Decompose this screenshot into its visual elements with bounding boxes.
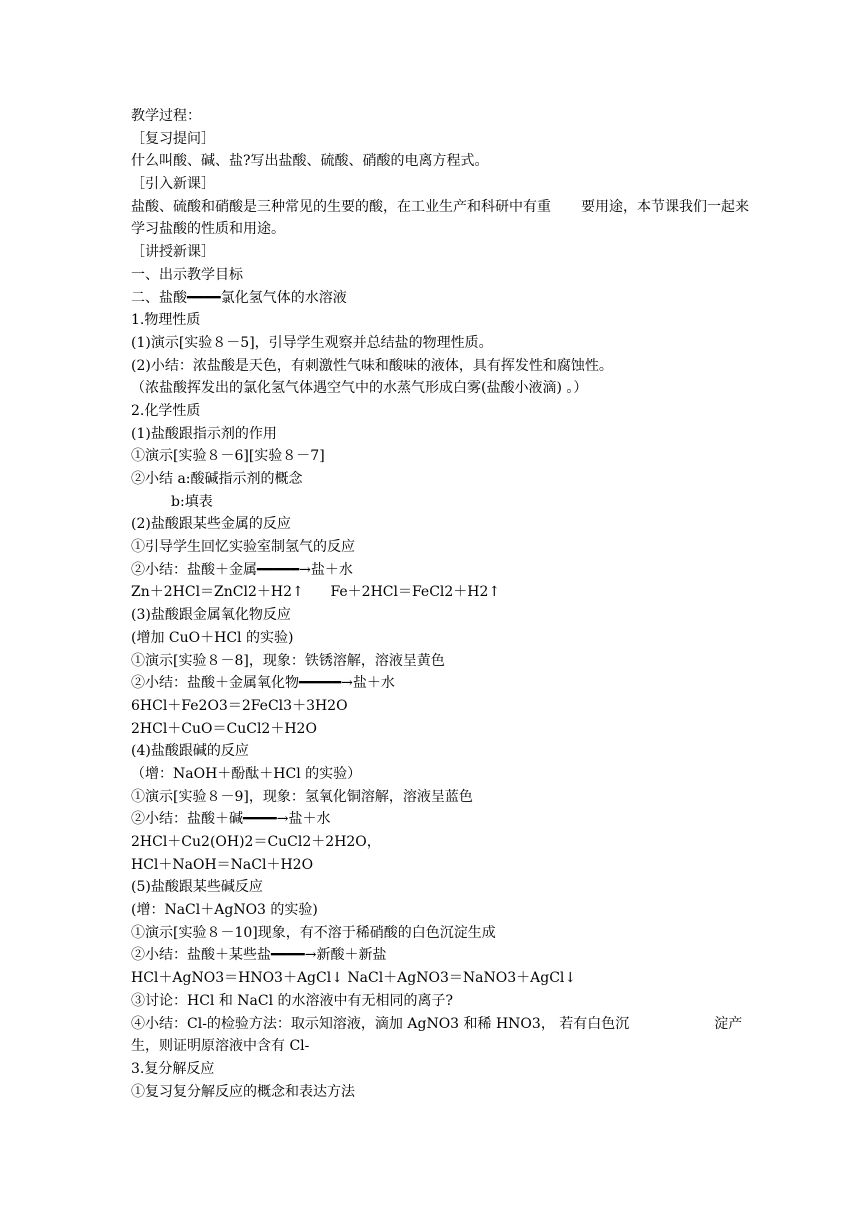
text-line: ①演示[实验８－6][实验８－7] [131,448,325,465]
text-line: ［复习提问］ [131,130,215,147]
text-line: b:填表 [131,493,213,510]
text-line: ①演示[实验８－9]，现象：氢氧化铜溶解，溶液呈蓝色 [131,788,473,805]
text-line: 2HCl＋CuO＝CuCl2＋H2O [131,720,317,737]
text-line: ②小结 a:酸碱指示剂的概念 [131,471,303,488]
text-line: 1.物理性质 [131,312,201,329]
text-line: 2HCl＋Cu2(OH)2＝CuCl2＋2H2O， [131,834,381,851]
text-line: （浓盐酸挥发出的氯化氢气体遇空气中的水蒸气形成白雾(盐酸小液滴) 。） [131,380,588,397]
text-line: (2)盐酸跟某些金属的反应 [131,516,291,533]
text-line: (5)盐酸跟某些碱反应 [131,879,263,896]
text-line: (增加 CuO＋HCl 的实验) [131,629,294,646]
text-line: ②小结：盐酸＋碱━━━━→盐＋水 [131,811,331,828]
text-line: ②小结：盐酸＋某些盐━━━━→新酸＋新盐 [131,947,387,964]
lesson-content [131,105,751,1103]
text-line: Zn＋2HCl＝ZnCl2＋H2↑ Fe＋2HCl＝FeCl2＋H2↑ [131,584,501,601]
text-line: （增：NaOH＋酚酞＋HCl 的实验） [131,765,362,782]
text-line: (3)盐酸跟金属氧化物反应 [131,607,291,624]
intro-paragraph-part1: 盐酸、硫酸和硝酸是三种常见的生要的酸，在工业生产和科研中有重 [131,198,551,215]
text-line: ①演示[实验８－8]，现象：铁锈溶解，溶液呈黄色 [131,652,445,669]
chloride-test-paragraph [131,1013,751,1058]
intro-paragraph-part2: 要用途，本节课我们一起来学习盐酸的性质和用途。 [131,198,749,238]
text-line: HCl＋AgNO3＝HNO3＋AgCl↓ NaCl＋AgNO3＝NaNO3＋AgCl↓ [131,970,577,987]
text-line: (1)盐酸跟指示剂的作用 [131,425,277,442]
text-line: 什么叫酸、碱、盐?写出盐酸、硫酸、硝酸的电离方程式。 [131,153,489,170]
text-line: ②小结：盐酸＋金属氧化物━━━━━→盐＋水 [131,675,395,692]
text-line: (1)演示[实验８－5]，引导学生观察并总结盐的物理性质。 [131,334,493,351]
text-line: 二、盐酸━━━━氯化氢气体的水溶液 [131,289,347,306]
chloride-test-part1: ④小结：Cl-的检验方法：取示知溶液，滴加 AgNO3 和稀 HNO3， 若有白色沉 [131,1015,630,1032]
text-line: 6HCl＋Fe2O3＝2FeCl3＋3H2O [131,697,348,714]
text-line: (4)盐酸跟碱的反应 [131,743,249,760]
text-line: 3.复分解反应 [131,1060,215,1077]
text-line: (2)小结：浓盐酸是天色，有刺激性气味和酸味的液体，具有挥发性和腐蚀性。 [131,357,613,374]
text-line: ②小结：盐酸＋金属━━━━━→盐＋水 [131,561,353,578]
text-line: 教学过程： [131,108,201,124]
text-line: HCl＋NaOH＝NaCl＋H2O [131,856,314,873]
text-line: 2.化学性质 [131,402,201,419]
text-line: ①复习复分解反应的概念和表达方法 [131,1083,355,1100]
text-line: ［引入新课］ [131,176,215,193]
text-line: ①演示[实验８－10]现象，有不溶于稀硝酸的白色沉淀生成 [131,924,496,941]
text-line: ①引导学生回忆实验室制氢气的反应 [131,539,355,556]
text-line: ［讲授新课］ [131,244,215,261]
text-line: 一、出示教学目标 [131,266,243,283]
text-line: ③讨论：HCl 和 NaCl 的水溶液中有无相同的离子? [131,992,454,1009]
intro-paragraph [131,196,751,241]
text-line: (增：NaCl＋AgNO3 的实验) [131,902,318,919]
chloride-test-part2: 淀产生，则证明原溶液中含有 Cl- [131,1015,743,1055]
